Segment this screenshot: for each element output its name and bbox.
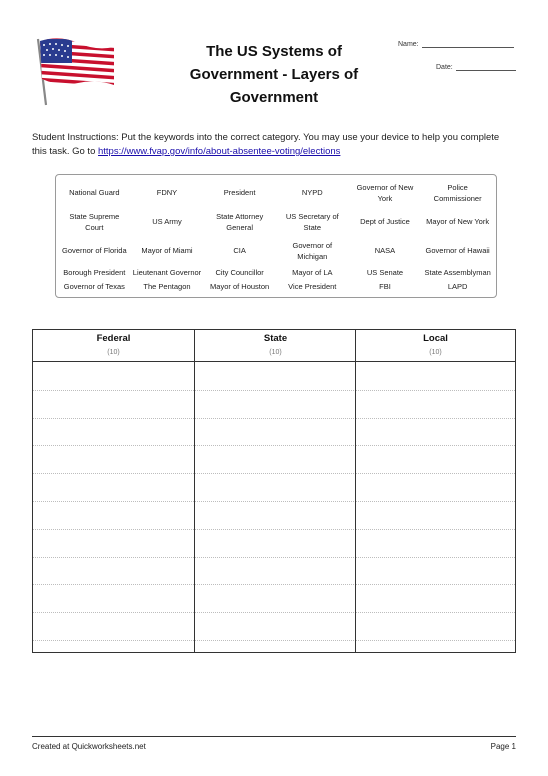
column-count: (10) xyxy=(429,349,442,356)
answer-rows[interactable] xyxy=(33,362,194,652)
word-bank-row xyxy=(58,236,494,265)
answer-line xyxy=(33,640,194,641)
keyword: NYPD xyxy=(301,188,323,197)
column-title: Federal xyxy=(96,333,131,344)
keyword: State Attorney General xyxy=(216,211,264,232)
keyword: Police Commissioner xyxy=(433,182,482,203)
answer-line xyxy=(33,445,194,446)
name-field[interactable] xyxy=(398,39,514,48)
answer-line xyxy=(33,390,194,391)
state-column xyxy=(194,330,356,652)
keyword: President xyxy=(223,188,256,197)
keyword: US Army xyxy=(152,217,182,226)
answer-line xyxy=(33,473,194,474)
column-count: (10) xyxy=(269,349,282,356)
keyword: Borough President xyxy=(63,267,126,277)
answer-line xyxy=(33,529,194,530)
answer-line xyxy=(33,584,194,585)
keyword: Governor of Hawaii xyxy=(425,246,490,255)
answer-line xyxy=(195,390,356,391)
keyword: Governor of Florida xyxy=(62,246,127,255)
answer-line xyxy=(195,529,356,530)
answer-line xyxy=(356,640,515,641)
word-bank-row xyxy=(58,280,494,295)
word-bank-row xyxy=(58,178,494,207)
page-title: The US Systems of Government - Layers of Government xyxy=(189,43,359,106)
keyword: City Councillor xyxy=(215,267,264,277)
instructions-text: Student Instructions: Put the keywords into the correct category. You may use your device to help you complete this task. Go to xyxy=(32,132,500,157)
column-header xyxy=(356,330,515,362)
keyword: US Senate xyxy=(366,267,404,277)
keyword: Vice President xyxy=(288,282,337,292)
keyword: NASA xyxy=(374,246,396,255)
answer-rows[interactable] xyxy=(356,362,515,652)
keyword: Mayor of Houston xyxy=(210,282,270,292)
keyword: US Secretary of State xyxy=(285,211,339,232)
keyword: LAPD xyxy=(447,282,468,292)
answer-line xyxy=(356,584,515,585)
answer-line xyxy=(33,501,194,502)
column-count: (10) xyxy=(107,349,120,356)
answer-line xyxy=(33,612,194,613)
keyword: Lieutenant Governor xyxy=(132,267,202,277)
answer-line xyxy=(195,557,356,558)
answer-line xyxy=(33,557,194,558)
answer-line xyxy=(195,612,356,613)
answer-line xyxy=(195,584,356,585)
answer-line xyxy=(195,445,356,446)
answer-line xyxy=(356,557,515,558)
answer-line xyxy=(356,529,515,530)
page-number: Page 1 xyxy=(490,742,516,751)
column-header xyxy=(33,330,194,362)
date-blank-line[interactable] xyxy=(456,62,516,71)
word-bank-row xyxy=(58,207,494,236)
answer-line xyxy=(33,418,194,419)
instructions xyxy=(32,131,502,159)
keyword: State Supreme Court xyxy=(69,211,120,232)
answer-line xyxy=(356,418,515,419)
keyword: Governor of Texas xyxy=(63,282,125,292)
keyword: Mayor of LA xyxy=(292,267,333,277)
answer-line xyxy=(195,640,356,641)
answer-line xyxy=(195,418,356,419)
word-bank xyxy=(55,174,497,298)
keyword: Mayor of Miami xyxy=(141,246,193,255)
footer-divider xyxy=(32,736,516,737)
column-header xyxy=(195,330,356,362)
answer-rows[interactable] xyxy=(195,362,356,652)
word-bank-row xyxy=(58,265,494,280)
date-field[interactable] xyxy=(436,62,516,71)
keyword: FDNY xyxy=(156,188,178,197)
answer-line xyxy=(195,501,356,502)
keyword: Governor of New York xyxy=(356,182,414,203)
answer-line xyxy=(195,473,356,474)
answer-line xyxy=(356,612,515,613)
keyword: Mayor of New York xyxy=(426,217,490,226)
answer-line xyxy=(356,501,515,502)
federal-column xyxy=(33,330,194,652)
answer-line xyxy=(356,390,515,391)
local-column xyxy=(355,330,515,652)
keyword: State Assemblyman xyxy=(424,267,491,277)
column-title: Local xyxy=(423,333,448,344)
name-label: Name: xyxy=(398,41,419,48)
word-bank-table xyxy=(58,178,494,294)
keyword: CIA xyxy=(233,246,246,255)
keyword: Dept of Justice xyxy=(360,217,410,226)
keyword: National Guard xyxy=(69,188,120,197)
elections-link[interactable]: https://www.fvap.gov/info/about-absentee-voting/elections xyxy=(98,146,341,157)
column-title: State xyxy=(263,333,288,344)
keyword: Governor of Michigan xyxy=(292,240,333,261)
footer-credit: Created at Quickworksheets.net xyxy=(32,742,146,751)
answer-line xyxy=(356,473,515,474)
answer-line xyxy=(356,445,515,446)
keyword: The Pentagon xyxy=(143,282,191,292)
us-flag-icon xyxy=(30,35,116,107)
name-blank-line[interactable] xyxy=(422,39,514,48)
answer-grid xyxy=(32,329,516,653)
date-label: Date: xyxy=(436,64,453,71)
keyword: FBI xyxy=(379,282,391,292)
